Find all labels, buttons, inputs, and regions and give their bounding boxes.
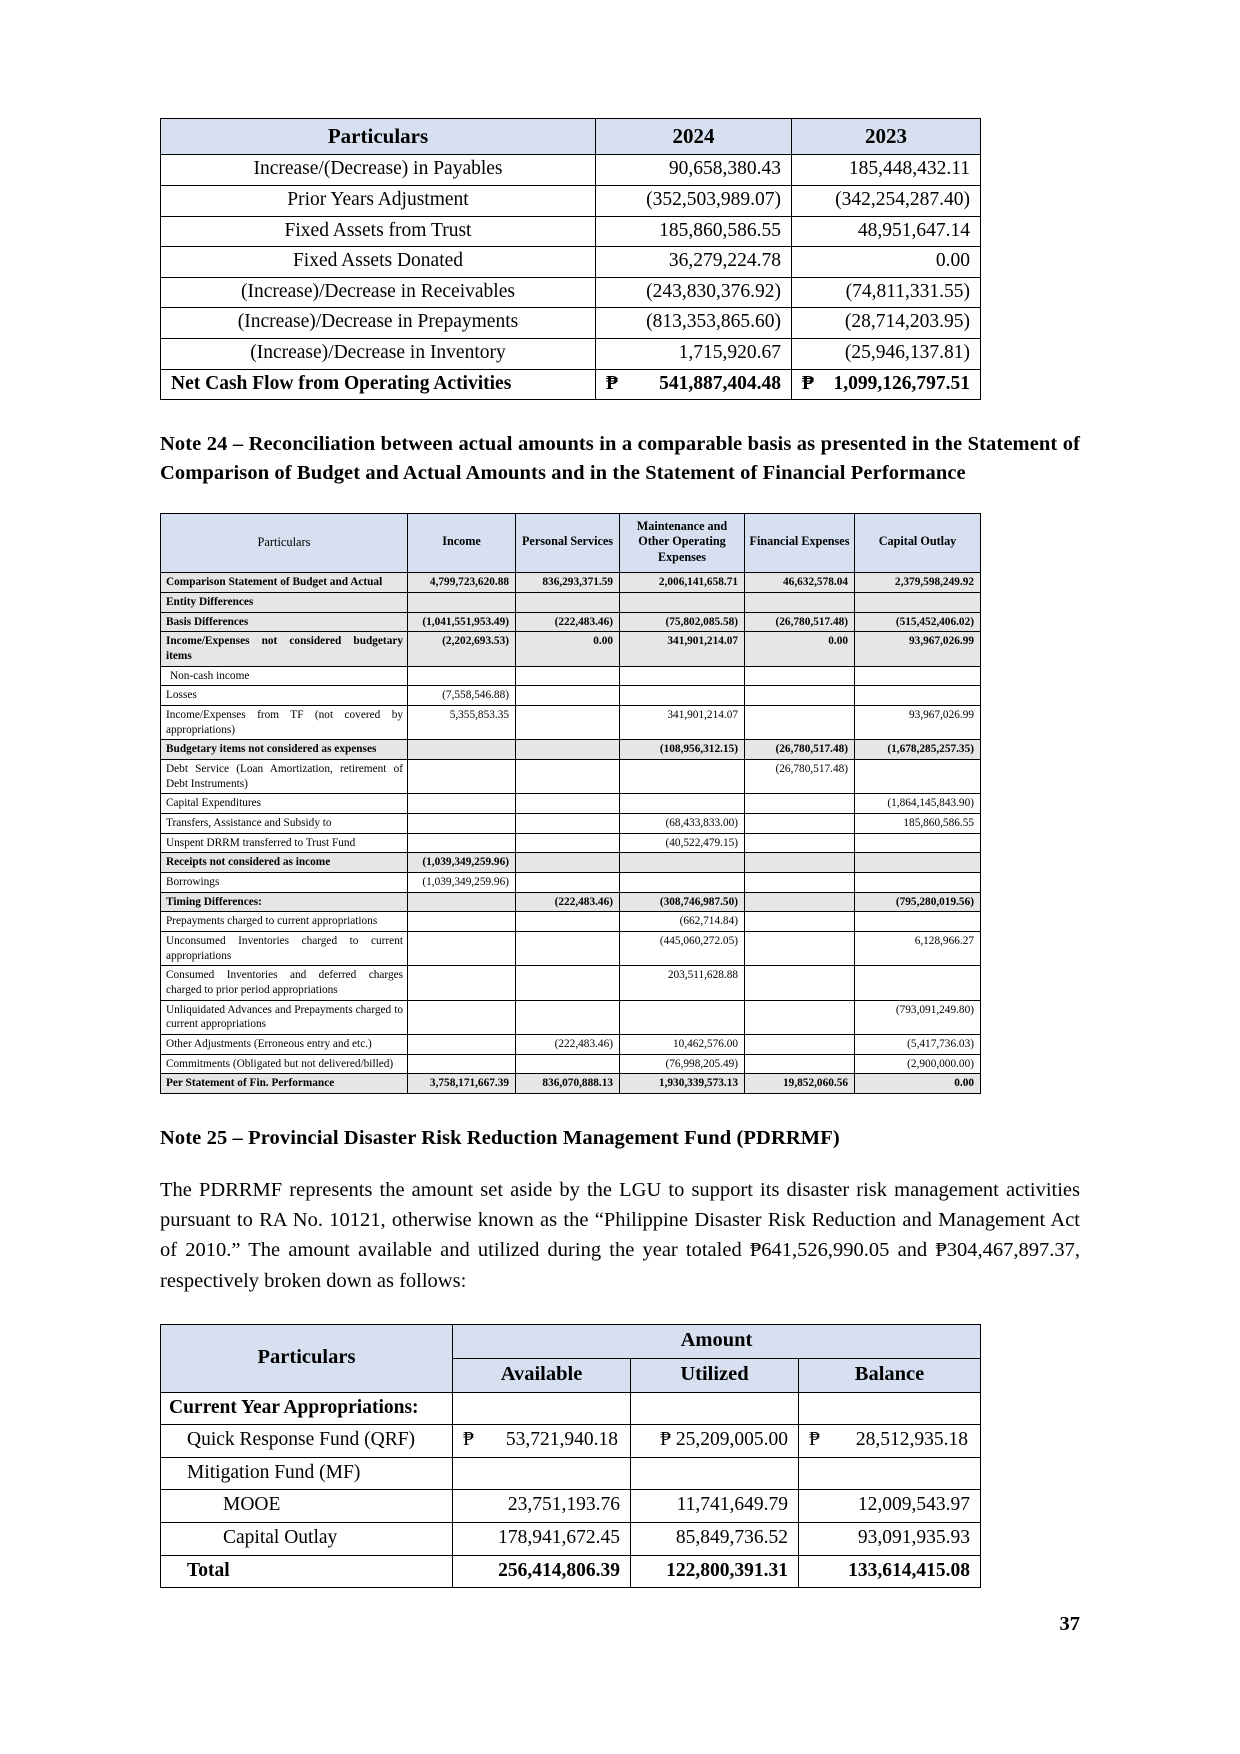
cell-mooe: 341,901,214.07 [620,632,745,666]
cell-income [408,892,516,912]
table-header-row [161,513,981,573]
cell-mooe [620,759,745,793]
table-row [161,1457,981,1490]
cell-personal-services: 836,070,888.13 [516,1074,620,1094]
cell-income [408,666,516,686]
row-label: Commitments (Obligated but not delivered/billed) [161,1054,408,1074]
column-header-particulars: Particulars [161,1325,453,1393]
cell-income: (1,041,551,953.49) [408,612,516,632]
cell-mooe: 341,901,214.07 [620,705,745,739]
cell-utilized [631,1457,799,1490]
cell-capital-outlay [855,666,981,686]
cell-balance: 12,009,543.97 [799,1490,981,1523]
cell-financial-expenses [745,833,855,853]
row-label: Current Year Appropriations: [161,1392,453,1425]
pdrrmf-table [160,1324,981,1588]
table-row [161,794,981,814]
table-row [161,686,981,706]
cell-personal-services [516,1000,620,1034]
cell-personal-services [516,592,620,612]
cell-personal-services: 0.00 [516,632,620,666]
cell-mooe [620,853,745,873]
cell-2023: 185,448,432.11 [792,155,981,186]
cell-financial-expenses: 0.00 [745,632,855,666]
cell-capital-outlay: 6,128,966.27 [855,931,981,965]
cell-mooe [620,666,745,686]
cell-mooe: 203,511,628.88 [620,966,745,1000]
row-label: Prepayments charged to current appropriations [161,912,408,932]
cell-utilized: ₱ 25,209,005.00 [631,1425,799,1458]
table-row [161,592,981,612]
row-label: Consumed Inventories and deferred charges charged to prior period appropriations [161,966,408,1000]
cell-financial-expenses: 46,632,578.04 [745,573,855,593]
cell-personal-services [516,686,620,706]
column-header-mooe: Maintenance and Other Operating Expenses [620,513,745,573]
table-row [161,740,981,760]
table-row [161,1054,981,1074]
table-row [161,759,981,793]
table-row [161,1425,981,1458]
cell-mooe: (40,522,479.15) [620,833,745,853]
column-header-utilized: Utilized [631,1358,799,1392]
cell-capital-outlay [855,912,981,932]
cell-utilized [631,1392,799,1425]
cell-capital-outlay: (5,417,736.03) [855,1034,981,1054]
cell-capital-outlay: 185,860,586.55 [855,813,981,833]
cell-income: 3,758,171,667.39 [408,1074,516,1094]
column-header-available: Available [453,1358,631,1392]
cell-personal-services: (222,483.46) [516,892,620,912]
row-label: Non-cash income [161,666,408,686]
column-header-personal-services: Personal Services [516,513,620,573]
cell-available: 178,941,672.45 [453,1522,631,1555]
cell-financial-expenses [745,872,855,892]
cell-2023: (74,811,331.55) [792,277,981,308]
row-label: Timing Differences: [161,892,408,912]
cell-income [408,1054,516,1074]
cell-income [408,592,516,612]
cell-income: (7,558,546.88) [408,686,516,706]
cell-2024: (352,503,989.07) [596,185,792,216]
cell-capital-outlay: 93,967,026.99 [855,632,981,666]
cell-available [453,1457,631,1490]
cell-income [408,966,516,1000]
row-label: Prior Years Adjustment [161,185,596,216]
row-label: MOOE [161,1490,453,1523]
cell-mooe: (68,433,833.00) [620,813,745,833]
row-label: (Increase)/Decrease in Receivables [161,277,596,308]
cell-2024: 1,715,920.67 [596,339,792,370]
reconciliation-table [160,513,981,1094]
cell-financial-expenses [745,1054,855,1074]
table-row [161,892,981,912]
cell-income [408,759,516,793]
row-label: Mitigation Fund (MF) [161,1457,453,1490]
cell-2023: (25,946,137.81) [792,339,981,370]
table-row [161,912,981,932]
cell-financial-expenses [745,892,855,912]
cell-utilized: 122,800,391.31 [631,1555,799,1588]
row-label: Fixed Assets Donated [161,247,596,278]
cell-mooe: (445,060,272.05) [620,931,745,965]
cell-capital-outlay [855,853,981,873]
cell-financial-expenses [745,592,855,612]
cash-flow-table [160,118,981,400]
table-row [161,1522,981,1555]
cell-financial-expenses [745,966,855,1000]
cell-income [408,794,516,814]
cell-financial-expenses [745,853,855,873]
cell-personal-services [516,853,620,873]
cell-capital-outlay [855,592,981,612]
cell-financial-expenses [745,912,855,932]
table-row [161,216,981,247]
amount: 1,099,126,797.51 [833,372,970,394]
cell-mooe: (75,802,085.58) [620,612,745,632]
cell-personal-services [516,666,620,686]
cell-financial-expenses [745,1034,855,1054]
table-row [161,155,981,186]
table-row [161,853,981,873]
column-header-capital-outlay: Capital Outlay [855,513,981,573]
cell-mooe: 10,462,576.00 [620,1034,745,1054]
cell-mooe: 1,930,339,573.13 [620,1074,745,1094]
cell-capital-outlay [855,686,981,706]
cell-income [408,813,516,833]
amount: 53,721,940.18 [505,1429,618,1451]
row-label: Per Statement of Fin. Performance [161,1074,408,1094]
cell-capital-outlay: (2,900,000.00) [855,1054,981,1074]
table-row [161,1555,981,1588]
cell-capital-outlay [855,966,981,1000]
column-header-particulars: Particulars [161,119,596,155]
cell-personal-services [516,705,620,739]
row-label: Debt Service (Loan Amortization, retirement of Debt Instruments) [161,759,408,793]
table-row [161,573,981,593]
cell-2024: (243,830,376.92) [596,277,792,308]
row-label: Other Adjustments (Erroneous entry and etc.) [161,1034,408,1054]
cell-capital-outlay: (1,678,285,257.35) [855,740,981,760]
cell-income: 4,799,723,620.88 [408,573,516,593]
column-header-2023: 2023 [792,119,981,155]
cell-personal-services [516,833,620,853]
row-label: Increase/(Decrease) in Payables [161,155,596,186]
cell-capital-outlay: (515,452,406.02) [855,612,981,632]
cell-available: 256,414,806.39 [453,1555,631,1588]
cell-personal-services [516,1054,620,1074]
cell-2024: 185,860,586.55 [596,216,792,247]
cell-capital-outlay [855,759,981,793]
table-row [161,1074,981,1094]
cell-2024: 36,279,224.78 [596,247,792,278]
cell-2023: (342,254,287.40) [792,185,981,216]
row-label: Basis Differences [161,612,408,632]
table-row [161,632,981,666]
cell-mooe: 2,006,141,658.71 [620,573,745,593]
cell-financial-expenses [745,705,855,739]
cell-mooe [620,686,745,706]
cell-financial-expenses [745,666,855,686]
row-label: Unliquidated Advances and Prepayments charged to current appropriations [161,1000,408,1034]
cell-financial-expenses: (26,780,517.48) [745,759,855,793]
row-label: Fixed Assets from Trust [161,216,596,247]
cell-income [408,912,516,932]
cell-personal-services [516,966,620,1000]
cell-balance: 93,091,935.93 [799,1522,981,1555]
cell-mooe [620,872,745,892]
cell-utilized: 85,849,736.52 [631,1522,799,1555]
cell-financial-expenses: (26,780,517.48) [745,740,855,760]
table-row [161,1000,981,1034]
column-header-balance: Balance [799,1358,981,1392]
row-label: Capital Expenditures [161,794,408,814]
row-label: Losses [161,686,408,706]
row-label: Income/Expenses not considered budgetary items [161,632,408,666]
row-label: Total [161,1555,453,1588]
cell-mooe: (108,956,312.15) [620,740,745,760]
table-row [161,612,981,632]
cell-personal-services: (222,483.46) [516,612,620,632]
cell-2023: (28,714,203.95) [792,308,981,339]
currency-symbol: ₱ [463,1429,474,1451]
row-label: Comparison Statement of Budget and Actual [161,573,408,593]
total-label: Net Cash Flow from Operating Activities [161,369,596,400]
column-header-financial-expenses: Financial Expenses [745,513,855,573]
cell-available [453,1392,631,1425]
cell-personal-services: (222,483.46) [516,1034,620,1054]
amount: 28,512,935.18 [855,1429,969,1451]
row-label: Capital Outlay [161,1522,453,1555]
cell-income: (2,202,693.53) [408,632,516,666]
table-row [161,308,981,339]
row-label: (Increase)/Decrease in Prepayments [161,308,596,339]
column-header-income: Income [408,513,516,573]
cell-available [453,1425,631,1458]
cell-mooe: (662,714.84) [620,912,745,932]
column-header-2024: 2024 [596,119,792,155]
cell-capital-outlay [855,833,981,853]
cell-2023: 48,951,647.14 [792,216,981,247]
cell-income: (1,039,349,259.96) [408,872,516,892]
row-label: Income/Expenses from TF (not covered by appropriations) [161,705,408,739]
cell-utilized: 11,741,649.79 [631,1490,799,1523]
cell-personal-services [516,813,620,833]
note-25-heading: Note 25 – Provincial Disaster Risk Reduction Management Fund (PDRRMF) [160,1127,840,1149]
row-label: (Increase)/Decrease in Inventory [161,339,596,370]
row-label: Entity Differences [161,592,408,612]
table-row [161,247,981,278]
cell-financial-expenses [745,813,855,833]
column-header-particulars: Particulars [161,513,408,573]
table-total-row [161,369,981,400]
cell-mooe: (308,746,987.50) [620,892,745,912]
table-row [161,833,981,853]
row-label: Budgetary items not considered as expenses [161,740,408,760]
cell-income [408,833,516,853]
row-label: Receipts not considered as income [161,853,408,873]
currency-symbol: ₱ [802,372,814,394]
table-header-row-top [161,1325,981,1359]
cell-balance: 133,614,415.08 [799,1555,981,1588]
cell-income [408,1034,516,1054]
cell-personal-services: 836,293,371.59 [516,573,620,593]
row-label: Quick Response Fund (QRF) [161,1425,453,1458]
cell-balance [799,1392,981,1425]
cell-income [408,1000,516,1034]
cell-personal-services [516,740,620,760]
cell-financial-expenses [745,794,855,814]
cell-2024: (813,353,865.60) [596,308,792,339]
row-label: Borrowings [161,872,408,892]
cell-capital-outlay: 93,967,026.99 [855,705,981,739]
cell-personal-services [516,794,620,814]
cell-balance [799,1457,981,1490]
column-header-amount: Amount [453,1325,981,1359]
table-row [161,277,981,308]
amount: 541,887,404.48 [659,372,781,394]
cell-mooe [620,1000,745,1034]
cell-balance [799,1425,981,1458]
currency-symbol: ₱ [809,1429,820,1451]
row-label: Unspent DRRM transferred to Trust Fund [161,833,408,853]
cell-capital-outlay: (1,864,145,843.90) [855,794,981,814]
note-25-paragraph: The PDRRMF represents the amount set aside by the LGU to support its disaster risk management activities pursuant to RA No. 10121, otherwise known as the “Philippine Disaster Risk Reduction and Management Act of 2010.” The amount available and utilized during the year totaled ₱641,526,990.05 and ₱304,467,897.37, respectively broken down as follows: [160,1178,1080,1292]
cell-mooe [620,592,745,612]
cell-personal-services [516,759,620,793]
total-2023 [792,369,981,400]
cell-capital-outlay: 2,379,598,249.92 [855,573,981,593]
table-header-row [161,119,981,155]
cell-capital-outlay: (793,091,249.80) [855,1000,981,1034]
table-row [161,339,981,370]
total-2024 [596,369,792,400]
cell-2024: 90,658,380.43 [596,155,792,186]
cell-financial-expenses [745,686,855,706]
cell-mooe [620,794,745,814]
cell-income: 5,355,853.35 [408,705,516,739]
note-24-heading: Note 24 – Reconciliation between actual amounts in a comparable basis as presented in the Statement of Comparison of Budget and Actual Amounts and in the Statement of Financial Performance [160,433,1080,484]
cell-financial-expenses [745,1000,855,1034]
currency-symbol: ₱ [606,372,618,394]
cell-financial-expenses: 19,852,060.56 [745,1074,855,1094]
cell-capital-outlay: (795,280,019.56) [855,892,981,912]
cell-mooe: (76,998,205.49) [620,1054,745,1074]
row-label: Unconsumed Inventories charged to current appropriations [161,931,408,965]
row-label: Transfers, Assistance and Subsidy to [161,813,408,833]
table-row [161,185,981,216]
table-row [161,813,981,833]
table-row [161,1490,981,1523]
table-row [161,931,981,965]
cell-personal-services [516,931,620,965]
table-row [161,966,981,1000]
cell-income [408,931,516,965]
cell-capital-outlay: 0.00 [855,1074,981,1094]
cell-financial-expenses [745,931,855,965]
cell-available: 23,751,193.76 [453,1490,631,1523]
cell-personal-services [516,912,620,932]
table-row [161,1392,981,1425]
cell-financial-expenses: (26,780,517.48) [745,612,855,632]
table-row [161,872,981,892]
cell-personal-services [516,872,620,892]
table-row [161,666,981,686]
table-row [161,1034,981,1054]
cell-income: (1,039,349,259.96) [408,853,516,873]
cell-2023: 0.00 [792,247,981,278]
table-row [161,705,981,739]
cell-capital-outlay [855,872,981,892]
page-number: 37 [1059,1613,1080,1635]
cell-income [408,740,516,760]
